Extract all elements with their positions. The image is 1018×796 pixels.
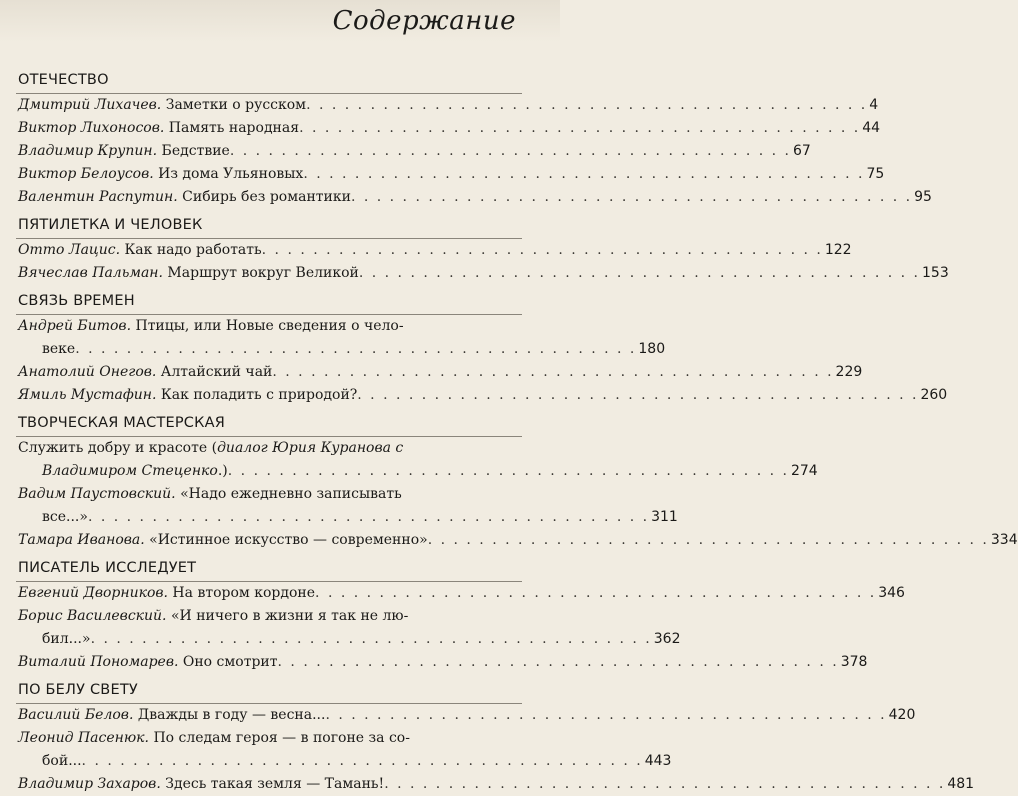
entry-text [42,338,75,361]
entry-author: Евгений Дворников. [18,585,168,601]
entry-line [18,384,948,407]
leader-dots [359,262,918,285]
toc-entry[interactable] [0,384,948,407]
page-number: 443 [644,753,672,769]
leader-dots [299,117,858,140]
leader-dots [88,506,647,529]
entry-line [18,163,885,186]
leader-dots [306,94,865,117]
entry-title: «И ничего в жизни я так не лю- [166,608,409,624]
entry-author: Василий Белов. [18,707,134,723]
entry-author: диалог Юрия Куранова с [217,440,404,456]
entry-line [18,186,932,209]
entry-text [42,506,88,529]
toc-entry[interactable] [0,262,949,285]
toc-section [0,678,975,796]
entry-author: Анатолий Онегов. [18,364,157,380]
page-number: 420 [888,707,916,723]
section-title: ОТЕЧЕСТВО [18,72,109,88]
page-number: 44 [862,120,881,136]
section-title: СВЯЗЬ ВРЕМЕН [18,293,135,309]
entry-title: По следам героя — в погоне за со- [149,730,410,746]
toc-entry[interactable] [0,163,885,186]
entry-author: Вадим Паустовский. [18,486,176,502]
page-number: 274 [790,463,818,479]
entry-line [18,582,905,605]
entry-line [18,651,868,674]
entry-title: веке [42,341,76,357]
entry-title: Сибирь без романтики [177,189,351,205]
entry-text [18,651,278,674]
entry-author: Владимиром Стеценко [42,463,218,479]
entry-text [42,460,228,483]
table-of-contents [0,64,1018,796]
entry-text [18,262,359,285]
entry-title: Дважды в году — весна... [133,707,326,723]
entry-text [18,605,408,628]
page-number: 378 [840,654,868,670]
leader-dots [303,163,862,186]
toc-section [0,213,949,285]
entry-title: Оно смотрит [178,654,278,670]
entry-author: Дмитрий Лихачев. [18,97,162,113]
toc-entry[interactable] [0,529,1018,552]
toc-entry[interactable] [0,239,852,262]
toc-entry[interactable] [0,140,811,163]
entry-title: «Истинное искусство — современно» [144,532,428,548]
leader-dots [82,750,641,773]
toc-entry[interactable] [0,727,672,773]
entry-text [18,773,384,796]
entry-author: Борис Василевский. [18,608,167,624]
entry-line [18,338,666,361]
section-title: ПИСАТЕЛЬ ИССЛЕДУЕТ [18,560,197,576]
leader-dots [315,582,874,605]
entry-author: Владимир Захаров. [18,776,161,792]
leader-dots [428,529,987,552]
leader-dots [325,704,884,727]
entry-author: Владимир Крупин. [18,143,158,159]
entry-line [18,117,881,140]
entry-text [18,704,325,727]
page-number: 153 [922,265,949,281]
toc-entry[interactable] [0,94,879,117]
page-number: 334 [990,532,1018,548]
page-number: 229 [835,364,863,380]
toc-entry[interactable] [0,186,932,209]
entry-author: Леонид Пасенюк. [18,730,149,746]
entry-title: Как надо работать [120,242,262,258]
entry-line [18,460,818,483]
toc-entry[interactable] [0,704,916,727]
entry-line [18,361,863,384]
entry-line [18,262,949,285]
entry-line [18,94,879,117]
entry-title: Алтайский чай [156,364,273,380]
leader-dots [278,651,837,674]
entry-title: Из дома Ульяновых [153,166,304,182]
entry-text [18,582,315,605]
entry-line [18,506,678,529]
entry-author: Отто Лацис. [18,242,121,258]
entry-text [18,384,357,407]
entry-text [18,163,303,186]
entry-line [18,437,516,460]
entry-title: Птицы, или Новые сведения о чело- [131,318,404,334]
entry-title: Как поладить с природой? [156,387,358,403]
entry-line [18,483,516,506]
toc-section [0,411,1018,552]
toc-entry[interactable] [0,117,881,140]
entry-line [18,704,916,727]
entry-text [18,117,299,140]
leader-dots [91,628,650,651]
toc-entry[interactable] [0,315,666,361]
entry-title: Память народная [164,120,300,136]
entry-text [18,361,272,384]
page-number: 481 [947,776,975,792]
leader-dots [262,239,821,262]
entry-text [18,94,306,117]
entry-text [18,437,403,460]
entry-line [18,773,975,796]
toc-entry[interactable] [0,582,905,605]
toc-entry[interactable] [0,361,863,384]
entry-line [18,727,516,750]
entry-text [18,140,230,163]
entry-text [18,315,404,338]
entry-text [18,529,428,552]
entry-author: Валентин Распутин. [18,189,178,205]
entry-title: .) [217,463,228,479]
section-title: ТВОРЧЕСКАЯ МАСТЕРСКАЯ [18,415,226,431]
page-number: 260 [920,387,948,403]
entry-author: Вячеслав Пальман. [18,265,163,281]
entry-author: Виталий Пономарев. [18,654,179,670]
entry-title: Заметки о русском [161,97,307,113]
entry-line [18,315,516,338]
entry-line [18,605,516,628]
entry-text [42,628,91,651]
entry-line [18,140,811,163]
entry-line [18,628,681,651]
section-title: ПЯТИЛЕТКА И ЧЕЛОВЕК [18,217,203,233]
toc-entry[interactable] [0,437,818,483]
page-number: 311 [651,509,678,525]
page-number: 122 [824,242,852,258]
leader-dots [351,186,910,209]
leader-dots [228,460,787,483]
page-title: Содержание [332,6,516,36]
leader-dots [272,361,831,384]
toc-section [0,68,932,209]
entry-text [18,186,351,209]
leader-dots [357,384,916,407]
toc-entry[interactable] [0,651,868,674]
entry-author: Тамара Иванова. [18,532,145,548]
entry-line [18,239,852,262]
page-number: 362 [653,631,681,647]
entry-title: «Надо ежедневно записывать [175,486,402,502]
toc-entry[interactable] [0,605,681,651]
section-title: ПО БЕЛУ СВЕТУ [18,682,138,698]
entry-title: Бедствие [157,143,230,159]
leader-dots [230,140,789,163]
entry-title: Здесь такая земля — Тамань! [160,776,385,792]
toc-section [0,289,948,407]
page-number: 4 [869,97,879,113]
entry-line [18,750,672,773]
page-number: 67 [793,143,811,159]
page-number: 180 [638,341,666,357]
page-number: 346 [878,585,905,601]
entry-text [18,727,410,750]
entry-text [18,239,262,262]
entry-author: Виктор Лихоносов. [18,120,165,136]
entry-text [42,750,82,773]
page-number: 95 [914,189,932,205]
page-number: 75 [866,166,885,182]
entry-title: бой... [42,753,82,769]
entry-text [18,483,402,506]
entry-title: На втором кордоне [167,585,316,601]
toc-section [0,556,905,674]
entry-title: бил...» [42,631,91,647]
entry-title: все...» [42,509,88,525]
leader-dots [384,773,943,796]
entry-title: Служить добру и красоте ( [18,440,218,456]
toc-entry[interactable] [0,483,678,529]
toc-entry[interactable] [0,773,975,796]
entry-title: Маршрут вокруг Великой [162,265,359,281]
entry-author: Виктор Белоусов. [18,166,154,182]
leader-dots [75,338,634,361]
entry-author: Андрей Битов. [18,318,132,334]
entry-author: Ямиль Мустафин. [18,387,157,403]
entry-line [18,529,1018,552]
